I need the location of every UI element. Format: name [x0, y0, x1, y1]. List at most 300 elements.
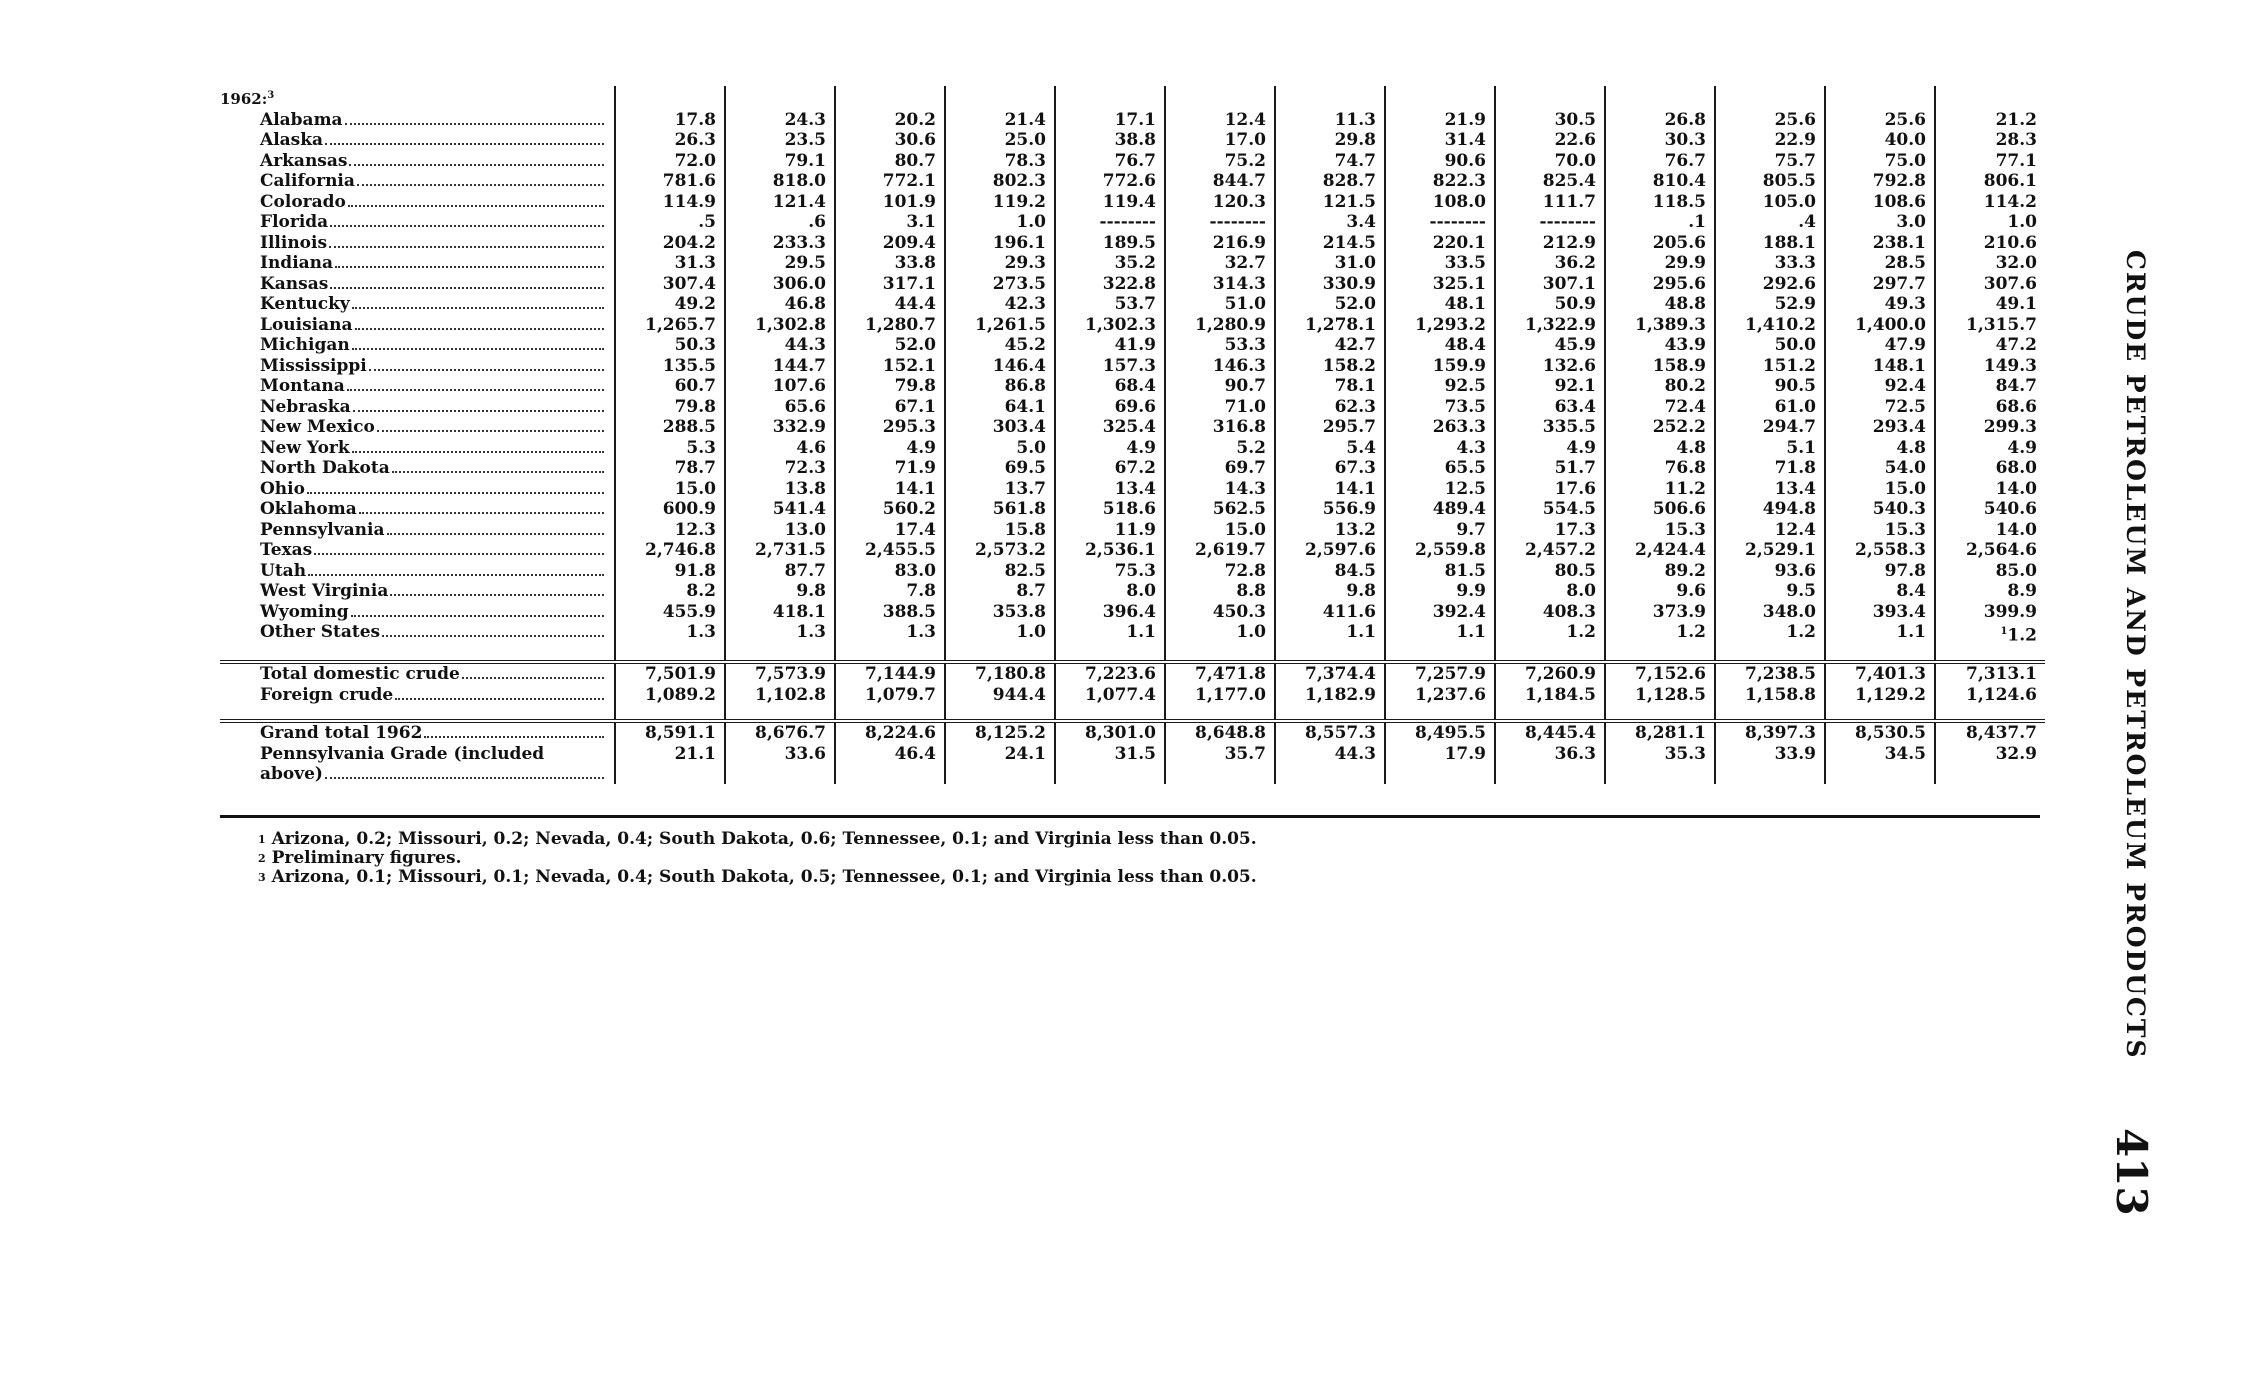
value-cell	[1495, 274, 1605, 295]
value-cell	[1825, 151, 1935, 172]
row-label-text: Other States	[260, 622, 381, 642]
value-cell	[1825, 356, 1935, 377]
value-cell	[1715, 417, 1825, 438]
value-text: 263.3	[1432, 417, 1486, 437]
value-text: --------	[1539, 212, 1596, 232]
value-text: 40.0	[1884, 130, 1926, 150]
value-text: 9.5	[1786, 581, 1816, 601]
leader-dots	[387, 533, 605, 535]
value-cell	[615, 335, 725, 356]
value-cell	[725, 479, 835, 500]
value-cell	[1825, 520, 1935, 541]
value-cell	[1715, 581, 1825, 602]
value-text: 29.9	[1664, 253, 1706, 273]
value-text: 373.9	[1652, 601, 1706, 622]
value-cell	[1055, 479, 1165, 500]
value-cell	[1385, 212, 1495, 233]
value-cell	[1935, 130, 2045, 151]
value-text: 97.8	[1884, 560, 1926, 581]
value-text: 3.0	[1896, 212, 1926, 232]
value-cell	[1715, 438, 1825, 459]
value-cell	[1715, 233, 1825, 254]
value-text: 303.4	[992, 417, 1046, 437]
value-cell	[1605, 130, 1715, 151]
value-cell	[725, 397, 835, 418]
value-cell	[1495, 110, 1605, 131]
value-cell	[835, 315, 945, 336]
value-cell	[1165, 212, 1275, 233]
value-text: .5	[698, 212, 716, 232]
value-cell	[1605, 458, 1715, 479]
value-cell	[1715, 458, 1825, 479]
value-cell	[615, 662, 725, 685]
leader-dots	[392, 471, 604, 473]
table-row	[220, 540, 2045, 561]
value-cell	[1935, 744, 2045, 784]
value-cell	[1935, 192, 2045, 213]
value-cell	[1605, 151, 1715, 172]
value-cell	[1385, 540, 1495, 561]
value-cell	[725, 744, 835, 784]
value-cell	[1825, 438, 1935, 459]
value-cell	[1605, 294, 1715, 315]
value-cell	[1055, 151, 1165, 172]
value-cell	[1825, 315, 1935, 336]
value-text: 418.1	[772, 601, 826, 622]
leader-dots	[369, 369, 604, 371]
value-text: 144.7	[772, 355, 826, 376]
value-cell	[1385, 520, 1495, 541]
value-text: 46.8	[784, 294, 826, 314]
value-text: 67.2	[1114, 458, 1156, 478]
value-text: 89.2	[1664, 560, 1706, 581]
value-text: 52.0	[894, 335, 936, 355]
value-cell	[615, 110, 725, 131]
value-cell	[1715, 520, 1825, 541]
value-cell	[1275, 622, 1385, 646]
value-text: 233.3	[772, 232, 826, 253]
value-text: 146.3	[1212, 355, 1266, 376]
value-text: 1,158.8	[1745, 684, 1816, 705]
value-cell	[1715, 397, 1825, 418]
value-text: 8,676.7	[755, 723, 826, 744]
value-cell	[1055, 130, 1165, 151]
value-text: 69.7	[1224, 458, 1266, 478]
row-label-text: Utah	[260, 560, 307, 581]
value-text: 78.1	[1334, 376, 1376, 396]
value-cell	[1385, 397, 1495, 418]
value-cell	[1055, 315, 1165, 336]
value-text: 2,597.6	[1305, 540, 1376, 560]
value-cell	[1165, 151, 1275, 172]
value-cell	[835, 417, 945, 438]
value-text: 33.5	[1444, 253, 1486, 273]
value-cell	[1385, 130, 1495, 151]
row-label-text: Grand total 1962	[260, 723, 423, 744]
value-text: 76.7	[1664, 150, 1706, 171]
value-text: 35.7	[1224, 743, 1266, 764]
value-text: 9.8	[1346, 581, 1376, 601]
value-text: 83.0	[894, 560, 936, 581]
value-text: 14.1	[1334, 478, 1376, 499]
value-cell	[1275, 233, 1385, 254]
leader-dots	[382, 635, 604, 637]
value-cell	[725, 253, 835, 274]
value-cell	[1165, 253, 1275, 274]
value-text: 45.9	[1554, 335, 1596, 355]
value-text: 15.0	[1884, 478, 1926, 499]
value-text: 108.6	[1872, 191, 1926, 212]
row-label-text: North Dakota	[260, 458, 390, 478]
value-text: 494.8	[1762, 499, 1816, 519]
value-text: 135.5	[662, 355, 716, 376]
value-text: 31.5	[1114, 743, 1156, 764]
row-label-text: Montana	[260, 376, 345, 396]
value-text: 35.2	[1114, 253, 1156, 273]
value-text: 2,424.4	[1635, 540, 1706, 560]
value-text: 44.3	[784, 335, 826, 355]
value-cell	[1935, 622, 2045, 646]
row-label-text: Mississippi	[260, 355, 367, 376]
value-cell	[1275, 499, 1385, 520]
value-text: 60.7	[674, 376, 716, 396]
table-row	[220, 294, 2045, 315]
value-cell	[1495, 212, 1605, 233]
value-cell	[1935, 212, 2045, 233]
value-text: 293.4	[1872, 417, 1926, 437]
value-text: 43.9	[1664, 335, 1706, 355]
value-text: 8,591.1	[645, 723, 716, 744]
value-text: 15.3	[1884, 519, 1926, 540]
value-text: 121.5	[1322, 191, 1376, 212]
value-cell	[1825, 294, 1935, 315]
leader-dots	[351, 615, 604, 617]
row-label	[220, 602, 615, 623]
value-text: 4.3	[1456, 437, 1486, 458]
value-text: 1,124.6	[1966, 684, 2037, 705]
value-cell	[1825, 721, 1935, 744]
leader-dots	[308, 574, 604, 576]
row-label	[220, 151, 615, 172]
value-cell	[1935, 335, 2045, 356]
value-text: 8,125.2	[975, 723, 1046, 744]
value-text: 8.7	[1016, 581, 1046, 601]
value-text: 44.4	[894, 294, 936, 314]
value-cell	[725, 662, 835, 685]
value-cell	[1605, 622, 1715, 646]
value-text: 393.4	[1872, 601, 1926, 622]
table-row	[220, 622, 2045, 646]
footnote-1-text: Arizona, 0.2; Missouri, 0.2; Nevada, 0.4; South Dakota, 0.6; Tennessee, 0.1; and Virginia less than 0.05.	[271, 829, 1257, 849]
value-cell	[725, 685, 835, 706]
total-domestic-row	[220, 662, 2045, 685]
value-text: 1,302.8	[755, 314, 826, 335]
value-footnote-mark: 1	[2000, 626, 2008, 637]
value-cell	[1385, 151, 1495, 172]
value-cell	[1385, 581, 1495, 602]
value-text: 295.6	[1652, 273, 1706, 294]
value-text: 146.4	[992, 355, 1046, 376]
value-text: 325.1	[1432, 273, 1486, 294]
value-cell	[615, 212, 725, 233]
value-text: 90.6	[1444, 150, 1486, 171]
row-label	[220, 335, 615, 356]
footnote-3-mark: 3	[258, 871, 266, 884]
value-cell	[1935, 233, 2045, 254]
value-cell	[1605, 561, 1715, 582]
value-text: 12.4	[1774, 519, 1816, 540]
value-text: 75.2	[1224, 150, 1266, 171]
value-text: 9.8	[796, 581, 826, 601]
value-text: 33.6	[784, 743, 826, 764]
value-text: 33.9	[1774, 743, 1816, 764]
value-text: 3.1	[906, 212, 936, 232]
value-cell	[1385, 356, 1495, 377]
value-cell	[1385, 192, 1495, 213]
value-text: 1,293.2	[1415, 314, 1486, 335]
value-text: 14.3	[1224, 478, 1266, 499]
value-cell	[615, 685, 725, 706]
value-text: 294.7	[1762, 417, 1816, 437]
value-text: 84.5	[1334, 560, 1376, 581]
value-cell	[615, 744, 725, 784]
value-text: 792.8	[1872, 171, 1926, 191]
value-cell	[1605, 397, 1715, 418]
value-text: 322.8	[1102, 273, 1156, 294]
value-cell	[1165, 662, 1275, 685]
value-text: 288.5	[662, 417, 716, 437]
value-text: 825.4	[1542, 171, 1596, 191]
value-text: 78.7	[674, 458, 716, 478]
value-text: 28.3	[1995, 130, 2037, 150]
row-label-text: Oklahoma	[260, 499, 357, 519]
value-text: 307.1	[1542, 273, 1596, 294]
value-text: 1,302.3	[1085, 314, 1156, 335]
value-text: 44.3	[1334, 743, 1376, 764]
row-label	[220, 438, 615, 459]
value-cell	[835, 499, 945, 520]
value-cell	[1165, 479, 1275, 500]
value-text: 506.6	[1652, 499, 1706, 519]
value-text: 316.8	[1212, 417, 1266, 437]
value-text: 67.3	[1334, 458, 1376, 478]
value-cell	[1935, 274, 2045, 295]
row-label-text: Indiana	[260, 253, 334, 273]
row-label-text: Ohio	[260, 478, 305, 499]
value-text: 1.3	[796, 622, 826, 642]
value-text: 238.1	[1872, 232, 1926, 253]
value-cell	[1275, 110, 1385, 131]
value-text: 92.5	[1444, 376, 1486, 396]
value-cell	[1495, 253, 1605, 274]
value-cell	[1715, 479, 1825, 500]
value-cell	[615, 561, 725, 582]
value-text: 7,313.1	[1966, 664, 2037, 685]
value-text: 33.3	[1774, 253, 1816, 273]
value-cell	[835, 721, 945, 744]
value-text: 560.2	[882, 499, 936, 519]
value-cell	[945, 130, 1055, 151]
value-cell	[1165, 499, 1275, 520]
value-cell	[1935, 438, 2045, 459]
value-cell	[1495, 622, 1605, 646]
row-label-text: Kentucky	[260, 294, 350, 314]
value-cell	[1385, 294, 1495, 315]
value-cell	[835, 151, 945, 172]
value-cell	[945, 233, 1055, 254]
value-text: 42.3	[1004, 294, 1046, 314]
value-cell	[615, 253, 725, 274]
value-cell	[1605, 274, 1715, 295]
value-cell	[615, 274, 725, 295]
value-text: 204.2	[662, 232, 716, 253]
table-row	[220, 151, 2045, 172]
value-cell	[945, 110, 1055, 131]
value-cell	[945, 438, 1055, 459]
value-cell	[1055, 335, 1165, 356]
table-row	[220, 417, 2045, 438]
value-cell	[835, 479, 945, 500]
value-text: 105.0	[1762, 191, 1816, 212]
value-cell	[1385, 417, 1495, 438]
value-cell	[615, 376, 725, 397]
value-text: 68.0	[1995, 458, 2037, 478]
value-cell	[1055, 721, 1165, 744]
value-cell	[725, 356, 835, 377]
value-text: 11.3	[1334, 109, 1376, 130]
value-text: 75.0	[1884, 150, 1926, 171]
value-cell	[945, 274, 1055, 295]
value-text: 26.3	[674, 130, 716, 150]
value-text: 556.9	[1322, 499, 1376, 519]
value-cell	[1055, 561, 1165, 582]
value-text: 132.6	[1542, 355, 1596, 376]
value-cell	[615, 479, 725, 500]
value-cell	[1825, 417, 1935, 438]
value-cell	[1715, 335, 1825, 356]
value-cell	[1165, 561, 1275, 582]
value-text: 92.4	[1884, 376, 1926, 396]
leader-dots	[348, 205, 604, 207]
value-cell	[1055, 685, 1165, 706]
value-text: 1,280.7	[865, 314, 936, 335]
value-cell	[615, 622, 725, 646]
value-text: 2,619.7	[1195, 540, 1266, 560]
value-text: 36.2	[1554, 253, 1596, 273]
value-text: 295.3	[882, 417, 936, 437]
value-cell	[725, 417, 835, 438]
row-label	[220, 622, 615, 646]
row-label-text: Kansas	[260, 273, 329, 294]
value-cell	[1055, 192, 1165, 213]
value-text: 7,401.3	[1855, 664, 1926, 685]
value-cell	[835, 581, 945, 602]
value-text: 8,530.5	[1855, 723, 1926, 744]
table-row	[220, 212, 2045, 233]
value-text: 81.5	[1444, 560, 1486, 581]
value-cell	[1605, 417, 1715, 438]
row-label	[220, 376, 615, 397]
value-text: 7,501.9	[645, 664, 716, 685]
grand-total-row	[220, 721, 2045, 744]
pennsylvania-grade-row	[220, 744, 2045, 784]
value-cell	[945, 253, 1055, 274]
table-row	[220, 356, 2045, 377]
value-cell	[1935, 540, 2045, 561]
value-cell	[1495, 356, 1605, 377]
value-cell	[945, 397, 1055, 418]
value-cell	[1165, 171, 1275, 192]
value-cell	[1495, 721, 1605, 744]
value-text: 541.4	[772, 499, 826, 519]
value-text: 212.9	[1542, 232, 1596, 253]
value-text: 5.3	[686, 437, 716, 458]
value-text: 1,280.9	[1195, 314, 1266, 335]
value-text: 450.3	[1212, 601, 1266, 622]
value-text: 11.2	[1664, 478, 1706, 499]
value-text: 152.1	[882, 355, 936, 376]
year-header	[220, 86, 615, 110]
value-text: 90.5	[1774, 376, 1816, 396]
value-text: 72.5	[1884, 396, 1926, 417]
row-label-text: Alaska	[260, 130, 324, 150]
value-cell	[1825, 130, 1935, 151]
value-text: 205.6	[1652, 232, 1706, 253]
value-text: 79.8	[674, 396, 716, 417]
value-text: 52.0	[1334, 294, 1376, 314]
value-text: 540.6	[1983, 499, 2037, 519]
value-text: 21.4	[1004, 109, 1046, 130]
value-text: 2,455.5	[865, 540, 936, 560]
row-label	[220, 253, 615, 274]
value-cell	[835, 274, 945, 295]
row-label-text: Alabama	[260, 109, 343, 130]
value-cell	[945, 151, 1055, 172]
value-text: 49.3	[1884, 294, 1926, 314]
value-cell	[615, 499, 725, 520]
value-cell	[725, 602, 835, 623]
value-cell	[1605, 110, 1715, 131]
leader-dots	[330, 287, 604, 289]
row-label	[220, 130, 615, 151]
value-cell	[1605, 253, 1715, 274]
value-text: 15.3	[1664, 519, 1706, 540]
leader-dots	[390, 594, 604, 596]
value-cell	[945, 540, 1055, 561]
value-cell	[725, 458, 835, 479]
footnote-2-text: Preliminary figures.	[271, 848, 462, 868]
value-cell	[1715, 171, 1825, 192]
value-cell	[1715, 744, 1825, 784]
value-text: 70.0	[1554, 150, 1596, 171]
value-cell	[1275, 212, 1385, 233]
value-cell	[1935, 417, 2045, 438]
value-cell	[1825, 540, 1935, 561]
value-cell	[725, 438, 835, 459]
value-cell	[1275, 744, 1385, 784]
value-cell	[1055, 110, 1165, 131]
row-label-text: Colorado	[260, 191, 346, 212]
value-text: 5.0	[1016, 437, 1046, 458]
row-label-text: Texas	[260, 540, 313, 560]
row-label-text: Michigan	[260, 335, 350, 355]
value-text: 1.2	[2007, 625, 2037, 646]
value-text: 810.4	[1652, 171, 1706, 191]
value-text: 159.9	[1432, 355, 1486, 376]
value-cell	[945, 335, 1055, 356]
value-text: 13.4	[1774, 478, 1816, 499]
value-text: 1,389.3	[1635, 314, 1706, 335]
